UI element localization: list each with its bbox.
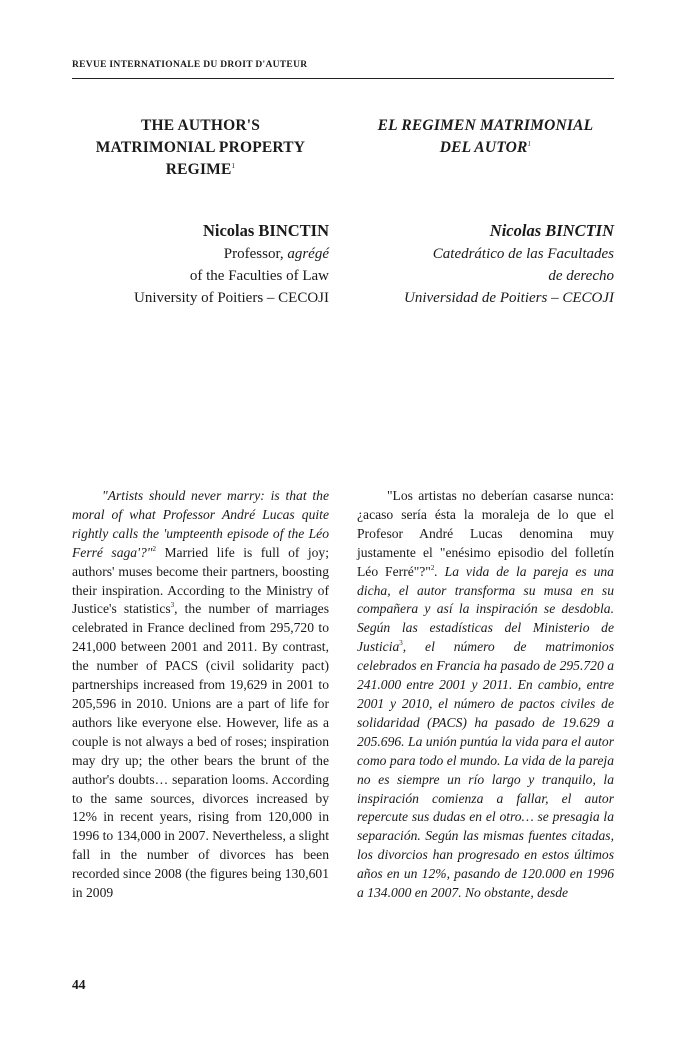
spanish-body: [357, 487, 614, 903]
english-paragraph: [72, 487, 329, 903]
spanish-title-line-1: EL REGIMEN MATRIMONIAL: [377, 117, 594, 134]
spanish-title: [357, 115, 614, 159]
english-title-footnote-mark: 1: [231, 162, 236, 170]
english-author-block: [72, 219, 329, 309]
english-opening-quote: "Artists should never marry: is that the moral of what Professor André Lucas quite rightly calls the 'umpteenth episode of the Léo Ferré saga'?": [72, 488, 329, 560]
english-text-part-2: , the number of marriages celebrated in France declined from 295,720 to 241,000 between 2001 and 2011. By contrast, the number of PACS (civil solidarity pact) partnerships increased from 19,629 in 2001 to 205,596 in 2010. Unions are a part of life for authors like everyone else. However, life as a couple is not always a bed of roses; inspiration may dry up; the other bears the brunt of the author's doubts… separation looms. According to the same sources, divorces increased by 12% in recent years, rising from 120,000 in 1996 to 134,000 in 2007. Nevertheless, a slight fall in the number of divorces has been recorded since 2008 (the figures being 130,601 in 2009: [72, 601, 329, 901]
english-affiliation-line-3: University of Poitiers – CECOJI: [134, 290, 329, 306]
spanish-text-part-1: . La vida de la pareja es una dicha, el autor transforma su musa en su compañera y así la inspiración se desdobla. Según las estadísticas del Ministerio de Justicia: [357, 563, 614, 655]
spanish-quote-footnote-mark: 2: [430, 563, 435, 572]
spanish-opening-quote: "Los artistas no deberían casarse nunca: ¿acaso sería ésta la moraleja de lo que el Profesor André Lucas denomina muy justamente el "enésimo episodio del folletín Léo Ferré"?": [357, 488, 614, 579]
english-author-name: Nicolas BINCTIN: [202, 221, 329, 240]
english-title-word: REGIME: [165, 161, 232, 178]
english-body: [72, 487, 329, 903]
english-affiliation-line-1: [72, 243, 329, 265]
spanish-title-word: DEL AUTOR: [439, 139, 528, 156]
spanish-text-part-2: , el número de matrimonios celebrados en Francia ha pasado de 295.720 a 241.000 entre 2001 y 2011. En cambio, entre 2001 y 2010, el número de pactos civiles de solidaridad (PACS) ha pasado de 19.629 a 205.696. La unión puntúa la vida para el autor como para todo el mundo. La vida de la pareja no es siempre un río largo y tranquilo, la inspiración comienza a fallar, el autor repercute sus dudas en el otro… se presagia la separación. Según las mismas fuentes citadas, los divorcios han progresado en estos últimos años en un 12%, pasando de 120.000 en 1996 a 134.000 en 2007. No obstante, desde: [357, 639, 614, 901]
spanish-title-footnote-mark: 1: [527, 140, 532, 148]
running-header: REVUE INTERNATIONALE DU DROIT D'AUTEUR: [72, 60, 308, 70]
english-text-part-1: Married life is full of joy; authors' muses become their partners, boosting their inspiration. According to the Ministry of Justice's statistics: [72, 544, 329, 617]
spanish-author-name: Nicolas BINCTIN: [489, 221, 614, 240]
english-statistics-footnote-mark: 3: [170, 601, 175, 610]
english-quote-footnote-mark: 2: [152, 544, 156, 553]
english-title-line-2: MATRIMONIAL PROPERTY: [95, 139, 306, 156]
english-title: [72, 115, 329, 181]
english-title-line-1: THE AUTHOR'S: [140, 117, 261, 134]
spanish-affiliation-line-1: Catedrático de las Facultades: [432, 246, 614, 262]
page-number: 44: [72, 977, 86, 992]
spanish-paragraph: [357, 487, 614, 903]
spanish-affiliation-line-3: Universidad de Poitiers – CECOJI: [404, 290, 614, 306]
header-rule: [72, 78, 614, 79]
spanish-title-line-2: [357, 137, 614, 159]
english-affiliation-title: Professor,: [223, 246, 288, 262]
spanish-statistics-footnote-mark: 3: [399, 639, 403, 648]
spanish-affiliation-line-2: de derecho: [548, 268, 614, 284]
english-title-line-3: [72, 159, 329, 181]
english-affiliation-line-2: of the Faculties of Law: [189, 268, 329, 284]
spanish-author-block: [357, 219, 614, 309]
english-affiliation-agrege: agrégé: [287, 246, 329, 262]
